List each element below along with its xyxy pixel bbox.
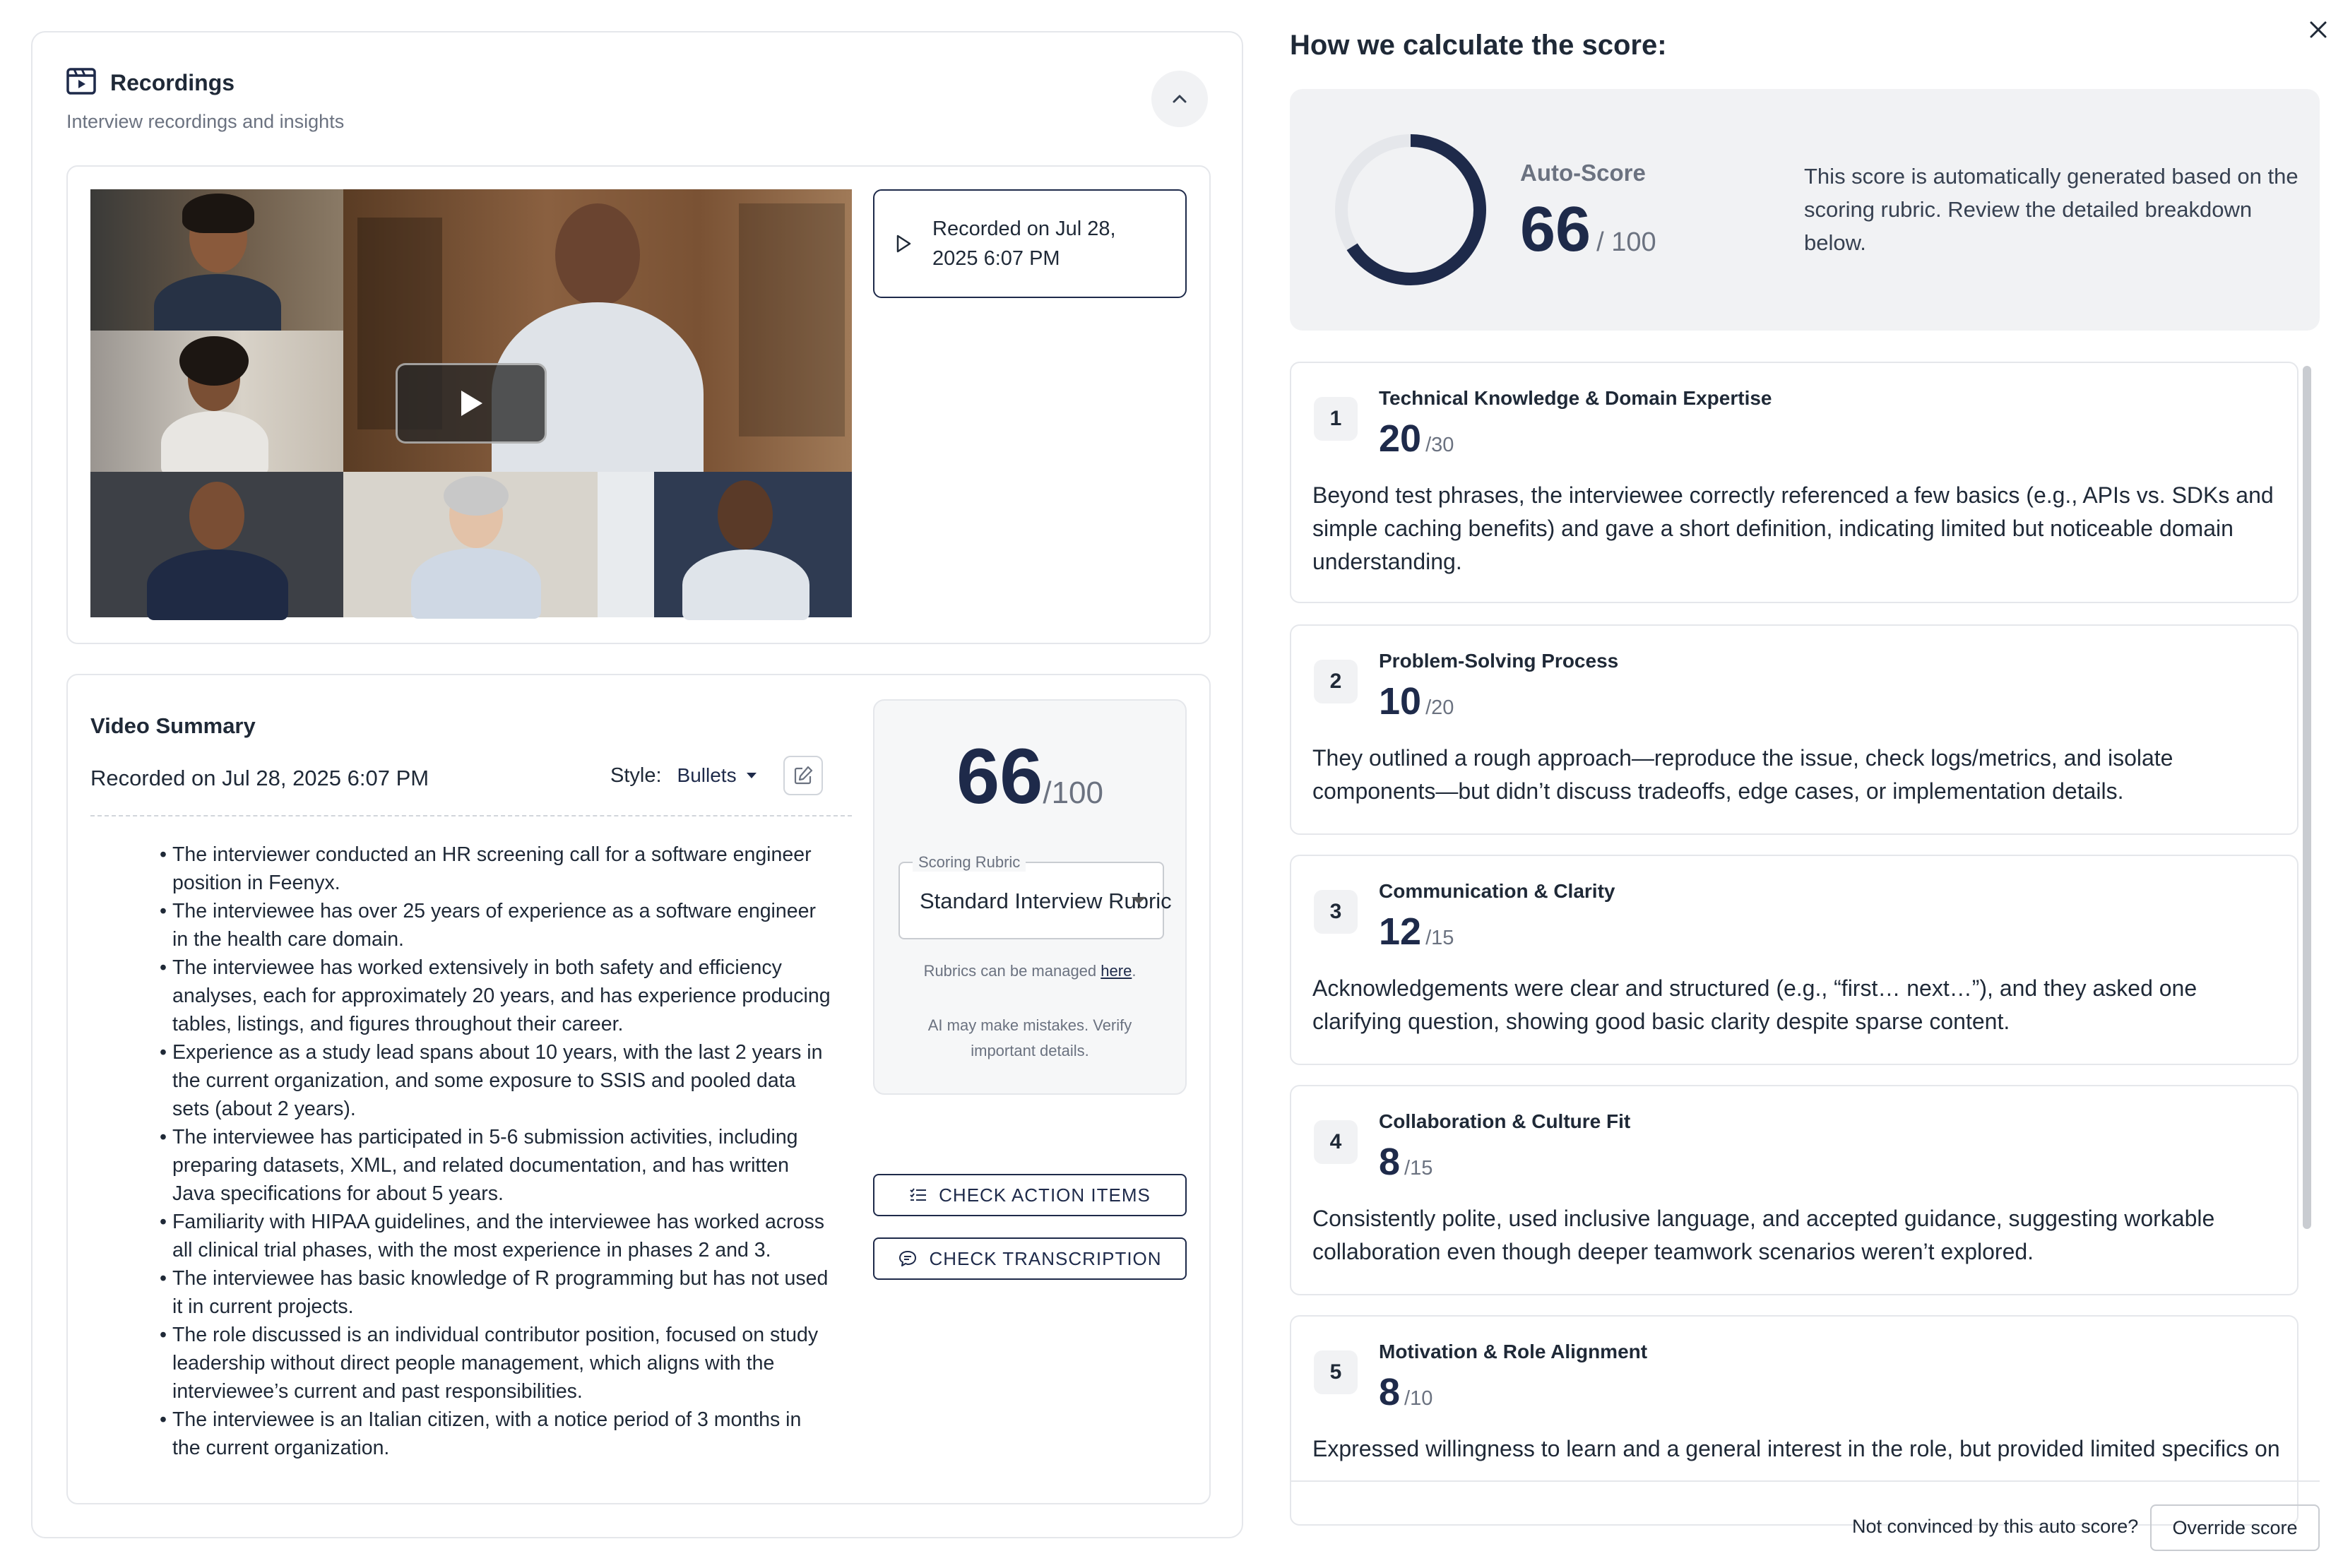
recordings-subtitle: Interview recordings and insights <box>66 111 345 132</box>
participant-tile <box>90 331 343 472</box>
auto-score-value: 66 <box>1520 194 1591 265</box>
style-selector-row <box>610 756 823 795</box>
summary-bullet: • The interviewee has over 25 years of experience as a software engineer in the health care domain. <box>160 897 831 954</box>
criterion-score-max: /15 <box>1404 1157 1433 1180</box>
scoring-rubric-select[interactable] <box>898 853 1172 939</box>
overall-score <box>874 732 1185 821</box>
rubric-note-text: Rubrics can be managed <box>923 962 1101 980</box>
summary-bullet-list <box>160 841 831 1462</box>
rubric-note-suffix: . <box>1132 962 1137 980</box>
criterion-title: Communication & Clarity <box>1379 880 1615 902</box>
check-transcription-label: CHECK TRANSCRIPTION <box>929 1247 1162 1269</box>
summary-bullet: • The interviewee has participated in 5-6 submission activities, including preparing datasets, XML, and related documentation, and has written Java specifications for about 5 years. <box>160 1123 831 1208</box>
chat-bubble-icon <box>898 1249 918 1268</box>
play-button[interactable] <box>396 363 547 444</box>
caret-down-icon <box>1132 897 1146 904</box>
criterion-score <box>1379 910 1454 954</box>
criterion-number: 4 <box>1314 1120 1358 1164</box>
footer-divider <box>1290 1480 2320 1482</box>
criterion-score-max: /15 <box>1425 927 1454 949</box>
video-thumbnail[interactable] <box>90 189 852 617</box>
check-action-items-label: CHECK ACTION ITEMS <box>939 1184 1151 1206</box>
criterion-score-value: 8 <box>1379 1371 1401 1413</box>
criterion-title: Technical Knowledge & Domain Expertise <box>1379 387 1772 409</box>
recordings-header <box>66 68 344 133</box>
auto-score-donut <box>1332 131 1489 288</box>
criterion-title: Motivation & Role Alignment <box>1379 1341 1648 1362</box>
summary-bullet: • The interviewee has basic knowledge of R programming but has not used it in current projects. <box>160 1264 831 1321</box>
criterion-score <box>1379 679 1454 723</box>
criterion-description: Expressed willingness to learn and a general interest in the role, but provided limited specifics on <box>1312 1436 2280 1461</box>
summary-bullet: • Experience as a study lead spans about 10 years, with the last 2 years in the current organization, and some exposure to SSIS and pooled data sets (about 2 years). <box>160 1038 831 1123</box>
criterion-number: 1 <box>1314 397 1358 441</box>
criterion-score-value: 20 <box>1379 417 1422 460</box>
summary-date: Recorded on Jul 28, 2025 6:07 PM <box>90 766 429 790</box>
scoring-rubric-label: Scoring Rubric <box>913 853 1026 872</box>
collapse-button[interactable] <box>1151 71 1208 127</box>
ai-disclaimer: AI may make mistakes. Verify important details. <box>927 1016 1132 1059</box>
auto-score-max: / 100 <box>1596 227 1656 257</box>
recorded-date: Recorded on Jul 28, 2025 6:07 PM <box>932 218 1116 270</box>
video-clip-icon <box>66 68 96 98</box>
auto-score-description: This score is automatically generated based on the scoring rubric. Review the detailed breakdown below. <box>1804 164 2298 255</box>
criterion-score-max: /30 <box>1425 434 1454 456</box>
video-card <box>66 165 1211 644</box>
criterion-description: Acknowledgements were clear and structured (e.g., “first… next…”), and they asked one clarifying question, showing good basic clarity despite sparse content. <box>1312 975 2197 1034</box>
checklist-icon <box>909 1187 927 1203</box>
score-card <box>873 699 1187 1095</box>
criterion-card <box>1290 624 2298 835</box>
criterion-score-max: /10 <box>1404 1387 1433 1410</box>
style-label: Style: <box>610 764 662 787</box>
criterion-number: 5 <box>1314 1350 1358 1394</box>
caret-down-icon <box>745 771 758 780</box>
criterion-score-value: 12 <box>1379 910 1422 953</box>
check-transcription-button[interactable] <box>873 1237 1187 1280</box>
summary-bullet: • The interviewee has worked extensively in both safety and efficiency analyses, each for approximately 20 years, and has experience producing tables, listings, and figures throughout their career. <box>160 954 831 1038</box>
participant-tile <box>90 472 343 617</box>
style-dropdown[interactable] <box>677 764 758 787</box>
override-score-button[interactable]: Override score <box>2150 1504 2320 1551</box>
summary-title: Video Summary <box>90 713 256 738</box>
recording-item[interactable] <box>873 189 1187 298</box>
chevron-up-icon <box>1171 93 1188 105</box>
criterion-title: Problem-Solving Process <box>1379 650 1619 672</box>
participant-tile <box>343 472 598 617</box>
score-panel-title: How we calculate the score: <box>1290 30 1667 61</box>
auto-score-box <box>1290 89 2320 331</box>
participant-tile <box>598 472 852 617</box>
summary-bullet: • Familiarity with HIPAA guidelines, and the interviewee has worked across all clinical trial phases, with the most experience in phases 2 and 3. <box>160 1208 831 1264</box>
check-action-items-button[interactable] <box>873 1174 1187 1216</box>
play-outline-icon <box>894 233 913 254</box>
overall-score-max: /100 <box>1043 776 1103 810</box>
rubrics-link[interactable]: here <box>1101 962 1132 980</box>
edit-summary-button[interactable] <box>783 756 823 795</box>
criterion-number: 3 <box>1314 890 1358 934</box>
summary-bullet: • The interviewer conducted an HR screening call for a software engineer position in Feenyx. <box>160 841 831 897</box>
close-button[interactable] <box>2304 16 2332 44</box>
criterion-score <box>1379 417 1454 461</box>
video-summary-card <box>66 674 1211 1504</box>
style-value: Bullets <box>677 764 737 786</box>
criterion-card <box>1290 1085 2298 1295</box>
criterion-score-value: 10 <box>1379 680 1422 723</box>
criterion-description: Beyond test phrases, the interviewee correctly referenced a few basics (e.g., APIs vs. SDKs and simple caching benefits) and gave a short definition, indicating limited but noticeable domain understanding. <box>1312 482 2274 574</box>
criterion-score-max: /20 <box>1425 696 1454 719</box>
scoring-rubric-value: Standard Interview Rubric <box>920 889 1172 913</box>
criterion-number: 2 <box>1314 660 1358 703</box>
criterion-card <box>1290 855 2298 1065</box>
rubric-note <box>874 962 1185 980</box>
criterion-description: Consistently polite, used inclusive language, and accepted guidance, suggesting workable collaboration even though deeper teamwork scenarios weren’t explored. <box>1312 1206 2215 1264</box>
criterion-card <box>1290 1315 2298 1526</box>
auto-score <box>1520 194 1656 266</box>
criteria-scrollbar[interactable] <box>2303 366 2311 1229</box>
criterion-score <box>1379 1370 1433 1414</box>
close-icon <box>2308 20 2328 40</box>
auto-score-label: Auto-Score <box>1520 160 1646 186</box>
recordings-title: Recordings <box>110 70 235 95</box>
override-prompt: Not convinced by this auto score? <box>1852 1516 2139 1537</box>
criterion-score <box>1379 1140 1433 1184</box>
criterion-description: They outlined a rough approach—reproduce the issue, check logs/metrics, and isolate components—but didn’t discuss tradeoffs, edge cases, or implementation details. <box>1312 745 2173 804</box>
summary-bullet: • The role discussed is an individual contributor position, focused on study leadership without direct people management, which aligns with the interviewee’s current and past responsibilities. <box>160 1321 831 1406</box>
participant-tile <box>90 189 343 331</box>
recordings-panel <box>31 31 1243 1538</box>
summary-bullet: • The interviewee is an Italian citizen, with a notice period of 3 months in the current organization. <box>160 1406 831 1462</box>
criterion-title: Collaboration & Culture Fit <box>1379 1110 1631 1132</box>
edit-icon <box>793 765 814 786</box>
criteria-list[interactable] <box>1290 362 2300 1461</box>
divider <box>90 815 852 816</box>
criterion-score-value: 8 <box>1379 1141 1401 1183</box>
criterion-card <box>1290 362 2298 603</box>
play-icon <box>457 388 485 419</box>
overall-score-value: 66 <box>956 733 1043 820</box>
